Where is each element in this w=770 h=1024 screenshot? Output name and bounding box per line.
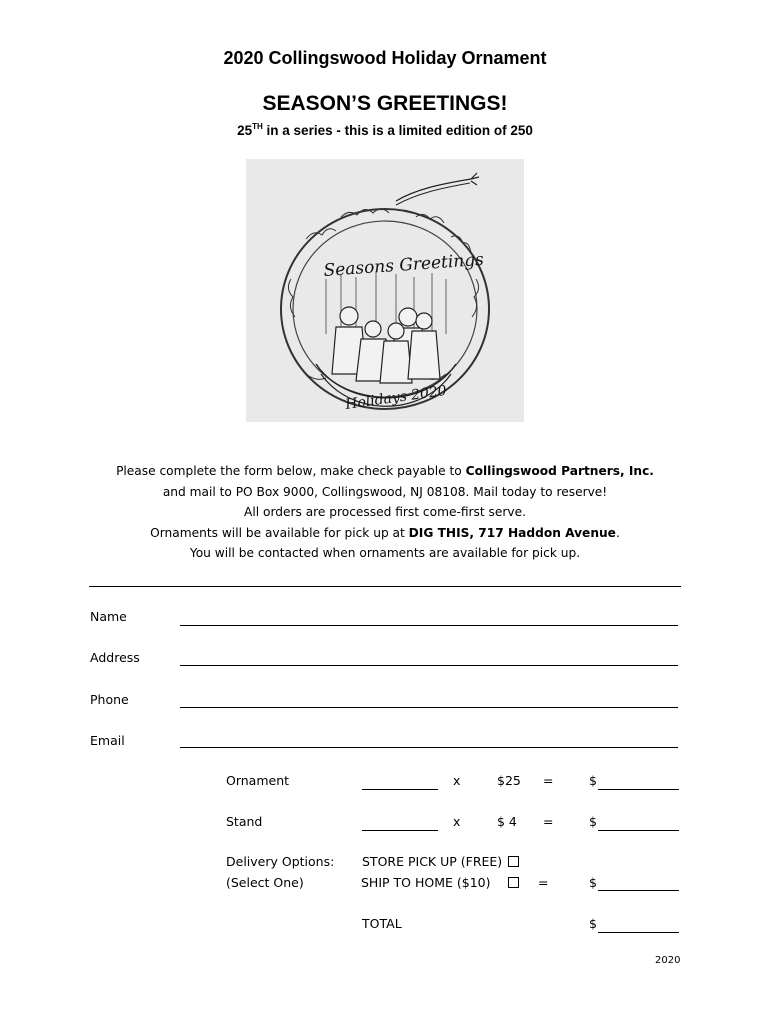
stand-price: $ 4 bbox=[497, 814, 517, 829]
select-one-label: (Select One) bbox=[226, 875, 304, 890]
ship-home-checkbox[interactable] bbox=[508, 877, 519, 888]
ornament-price: $25 bbox=[497, 773, 521, 788]
ornament-caption-top: Seasons Greetings bbox=[322, 249, 485, 281]
phone-field[interactable] bbox=[180, 707, 678, 708]
instruction-line-3: All orders are processed first come-first serve. bbox=[244, 505, 526, 520]
ornament-caption-bottom: Holidays 2020 bbox=[344, 382, 448, 413]
ornament-dollar-sign: $ bbox=[589, 773, 597, 788]
series-text: in a series - this is a limited edition of 250 bbox=[262, 123, 533, 138]
store-pickup-option-label: STORE PICK UP (FREE) bbox=[362, 854, 503, 869]
stand-quantity-field[interactable] bbox=[362, 830, 438, 831]
ship-home-option-label: SHIP TO HOME ($10) bbox=[361, 875, 491, 890]
delivery-amount-field[interactable] bbox=[598, 890, 679, 891]
delivery-options-label: Delivery Options: bbox=[226, 854, 335, 869]
total-label: TOTAL bbox=[362, 916, 402, 931]
store-pickup-checkbox[interactable] bbox=[508, 856, 519, 867]
total-amount-field[interactable] bbox=[598, 932, 679, 933]
ornament-image bbox=[246, 159, 524, 422]
pickup-period: . bbox=[615, 525, 620, 540]
instruction-line-1 bbox=[0, 461, 770, 482]
series-number: 25 bbox=[237, 123, 253, 138]
pickup-location: DIG THIS, 717 Haddon Avenue bbox=[408, 525, 616, 540]
ornament-equals-sign: = bbox=[543, 773, 554, 788]
series-note bbox=[0, 122, 770, 138]
ornament-label: Ornament bbox=[226, 773, 290, 788]
instruction-line-4 bbox=[0, 523, 770, 544]
stand-label: Stand bbox=[226, 814, 263, 829]
footer-year: 2020 bbox=[655, 955, 681, 966]
stand-equals-sign: = bbox=[543, 814, 554, 829]
ornament-quantity-field[interactable] bbox=[362, 789, 438, 790]
instruction-line-5: You will be contacted when ornaments are available for pick up. bbox=[189, 546, 581, 561]
name-field[interactable] bbox=[180, 625, 678, 626]
ornament-multiply-sign: x bbox=[453, 773, 461, 788]
email-label: Email bbox=[90, 733, 125, 748]
greeting-heading: SEASON’S GREETINGS! bbox=[262, 92, 508, 115]
stand-dollar-sign: $ bbox=[589, 814, 597, 829]
name-label: Name bbox=[90, 609, 127, 624]
instruction-payable-text: Please complete the form below, make check payable to bbox=[116, 464, 466, 478]
total-dollar-sign: $ bbox=[589, 916, 597, 931]
ornament-amount-field[interactable] bbox=[598, 789, 679, 790]
email-field[interactable] bbox=[180, 747, 678, 748]
phone-label: Phone bbox=[90, 692, 129, 707]
address-label: Address bbox=[90, 650, 140, 665]
payee-name: Collingswood Partners, Inc. bbox=[465, 464, 654, 478]
order-instructions bbox=[0, 461, 770, 564]
page-title: 2020 Collingswood Holiday Ornament bbox=[223, 48, 547, 68]
stand-amount-field[interactable] bbox=[598, 830, 679, 831]
stand-multiply-sign: x bbox=[453, 814, 461, 829]
address-field[interactable] bbox=[180, 665, 678, 666]
section-divider bbox=[89, 586, 681, 587]
delivery-dollar-sign: $ bbox=[589, 875, 597, 890]
delivery-equals-sign: = bbox=[538, 875, 549, 890]
ornament-drawing bbox=[246, 159, 524, 422]
pickup-location-text: Ornaments will be available for pick up at bbox=[150, 525, 409, 540]
series-superscript: TH bbox=[252, 122, 263, 131]
instruction-line-2: and mail to PO Box 9000, Collingswood, NJ 08108. Mail today to reserve! bbox=[162, 484, 608, 499]
